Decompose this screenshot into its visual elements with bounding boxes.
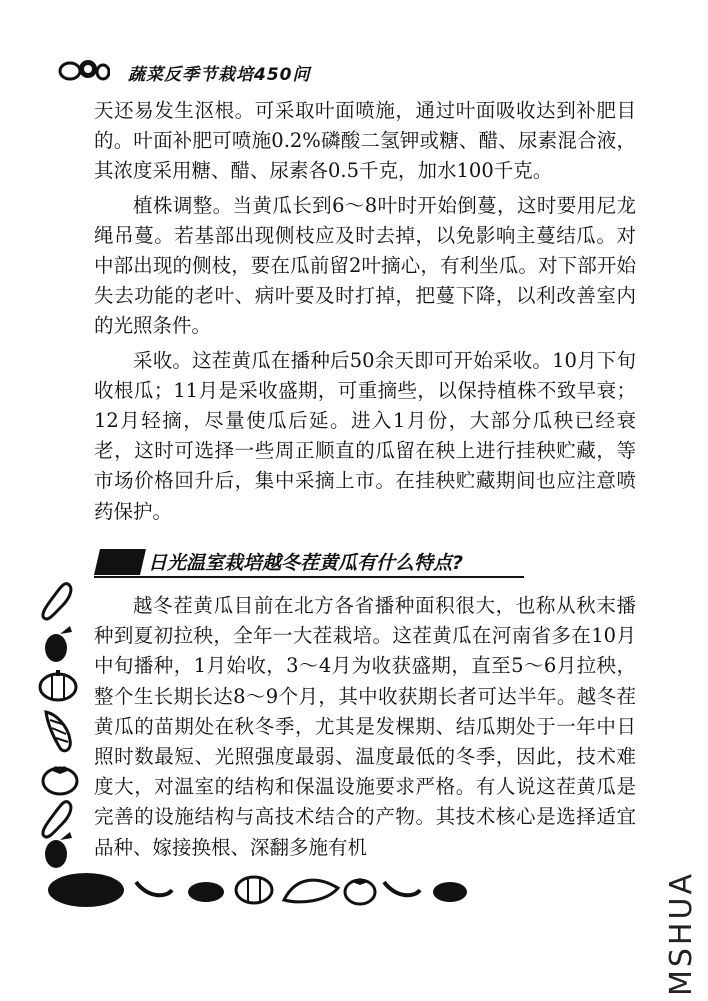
heading-underline	[94, 576, 524, 578]
footer-eggplant-icon	[433, 882, 467, 902]
footer-pumpkin-icon	[236, 877, 272, 903]
tomato-icon	[40, 762, 80, 796]
vegetable-cluster-icon	[58, 56, 110, 84]
page-body	[94, 96, 636, 527]
eggplant-icon	[42, 624, 76, 664]
footer-blob-icon	[48, 873, 124, 907]
paragraph-plant-adjustment: 植株调整。当黄瓜长到6～8叶时开始倒蔓，这时要用尼龙绳吊蔓。若基部出现侧枝应及时去掉，以免影响主蔓结瓜。对中部出现的侧枝，要在瓜前留2叶摘心，有利坐瓜。对下部开始失去功能的老叶、病叶要及时打掉，把蔓下降，以利改善室内的光照条件。	[94, 193, 636, 338]
footer-cucumber-icon	[136, 882, 172, 895]
watermark: MSHUA	[664, 871, 699, 996]
footer-bitter-gourd-icon	[284, 880, 338, 902]
bitter-gourd-icon	[40, 708, 78, 756]
section-body	[94, 591, 636, 863]
paragraph-harvest: 采收。这茬黄瓜在播种后50余天即可开始采收。10月下旬收根瓜；11月是采收盛期，可重摘些，以保持植株不致早衰；12月轻摘，尽量使瓜后延。进入1月份，大部分瓜秧已经衰老，这时可选择一些周正顺直的瓜留在秧上进行挂秧贮藏，等市场价格回升后，集中采摘上市。在挂秧贮藏期间也应注意喷药保护。	[94, 348, 636, 523]
page-header	[52, 52, 612, 92]
footer-eggplant-icon	[188, 882, 224, 902]
eggplant-icon	[42, 830, 76, 870]
footer-vegetable-border	[48, 868, 468, 910]
heading-marker-icon	[94, 549, 146, 575]
running-header-title: 蔬菜反季节栽培450问	[128, 65, 311, 85]
side-vegetable-icons	[38, 580, 88, 870]
cucumber-icon	[40, 580, 76, 624]
section-heading	[94, 545, 524, 579]
paragraph-winter-cucumber: 越冬茬黄瓜目前在北方各省播种面积很大，也称从秋末播种到夏初拉秧，全年一大茬栽培。这茬黄瓜在河南省多在10月中旬播种，1月始收，3～4月为收获盛期，直至5～6月拉秧，整个生长期长达8～9个月，其中收获期长者可达半年。越冬茬黄瓜的苗期处在秋冬季，尤其是发棵期、结瓜期处于一年中日照时数最短、光照强度最弱、温度最低的冬季，因此，技术难度大，对温室的结构和保温设施要求严格。有人说这茬黄瓜是完善的设施结构与高技术结合的产物。其技术核心是选择适宜品种、嫁接换根、深翻多施有机	[94, 594, 636, 859]
section-heading-text: 日光温室栽培越冬茬黄瓜有什么特点?	[148, 552, 464, 574]
pumpkin-icon	[38, 670, 78, 702]
footer-cucumber-icon	[384, 882, 420, 895]
paragraph-fertilizer: 天还易发生沤根。可采取叶面喷施，通过叶面吸收达到补肥目的。叶面补肥可喷施0.2%磷酸二氢钾或糖、醋、尿素混合液，其浓度采用糖、醋、尿素各0.5千克，加水100千克。	[94, 99, 636, 183]
